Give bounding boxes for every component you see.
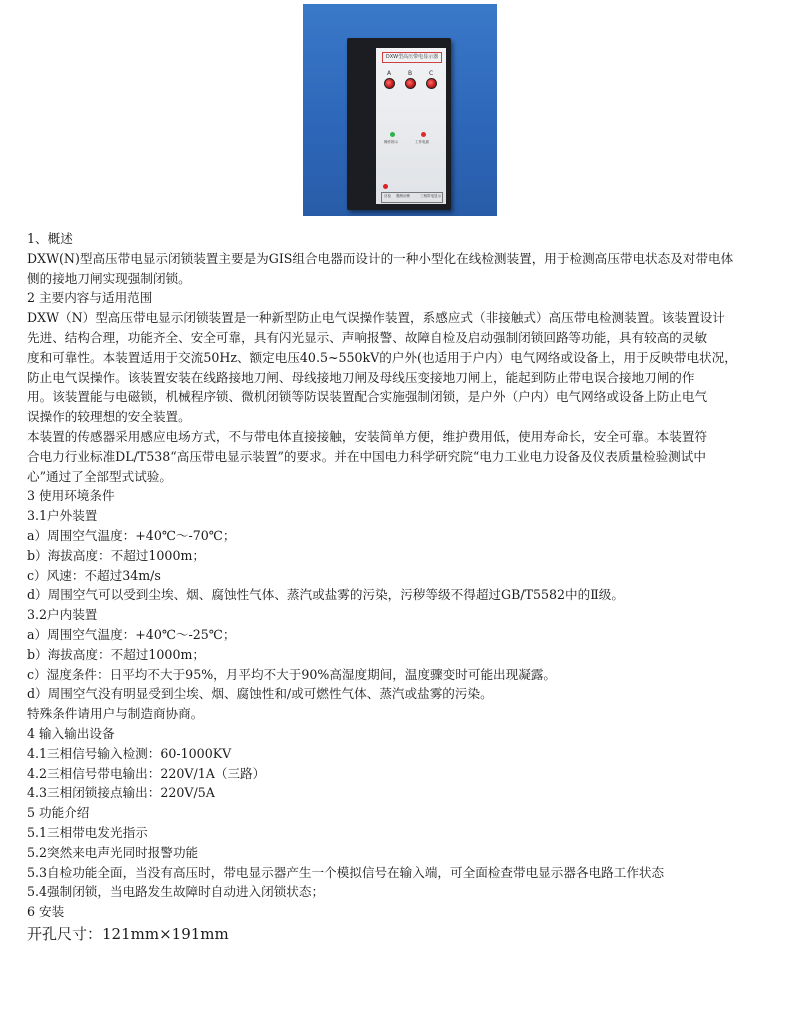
green-led-icon [390, 132, 395, 137]
list-item: 5.2突然来电声光同时报警功能 [27, 844, 199, 860]
paragraph-line: 特殊条件请用户与制造商协商。 [27, 706, 204, 722]
cutout-size: 开孔尺寸：121mm×191mm [27, 924, 229, 943]
list-item: a）周围空气温度：+40℃～-70℃； [27, 527, 236, 543]
heading-functions: 5 功能介绍 [27, 805, 90, 821]
indicator-label-power: 工作电源 [415, 140, 429, 144]
heading-install: 6 安装 [27, 904, 65, 920]
panel-title: DXW型高压带电显示器 [382, 52, 442, 63]
list-item: a）周围空气温度：+40℃～-25℃； [27, 626, 236, 642]
paragraph-line: 侧的接地刀闸实现强制闭锁。 [27, 270, 191, 286]
list-item: c）风速：不超过34m/s [27, 567, 161, 583]
red-led-icon [421, 132, 426, 137]
paragraph-line: 度和可靠性。本装置适用于交流50Hz、额定电压40.5~550kV的户外(也适用于户内）电气网络或设备上，用于反映带电状况， [27, 349, 737, 365]
paragraph-line: 合电力行业标准DL/T538“高压带电显示装置”的要求。并在中国电力科学研究院“电力工业电力设备及仪表质量检验测试中 [27, 448, 706, 464]
list-item: d）周围空气没有明显受到尘埃、烟、腐蚀性和/或可燃性气体、蒸汽或盐雾的污染。 [27, 686, 493, 702]
list-item: 5.3自检功能全面，当没有高压时，带电显示器产生一个模拟信号在输入端，可全面检查带电显示器各电路工作状态 [27, 864, 665, 880]
list-item: d）周围空气可以受到尘埃、烟、腐蚀性气体、蒸汽或盐雾的污染，污秽等级不得超过GB/T5582中的Ⅱ级。 [27, 587, 624, 603]
phase-label-a: A [387, 70, 392, 77]
list-item: b）海拔高度：不超过1000m； [27, 547, 205, 563]
device-faceplate [376, 48, 446, 204]
paragraph-line: 先进、结构合理，功能齐全、安全可靠，具有闪光显示、声响报警、故障自检及启动强制闭锁回路等功能，具有较高的灵敏 [27, 329, 708, 345]
phase-a-lamp-icon [384, 78, 395, 89]
display-device [347, 38, 451, 210]
phase-c-lamp-icon [426, 78, 437, 89]
list-item: 4.1三相信号输入检测：60-1000KV [27, 745, 232, 761]
bottom-label-box [381, 192, 443, 203]
paragraph-line: DXW(N)型高压带电显示闭锁装置主要是为GIS组合电器而设计的一种小型化在线检测装置，用于检测高压带电状态及对带电体 [27, 250, 734, 266]
document-body [27, 229, 787, 945]
list-item: 4.2三相信号带电输出：220V/1A（三路） [27, 765, 266, 781]
heading-environment: 3 使用环境条件 [27, 488, 115, 504]
paragraph-line: 心”通过了全部型式试验。 [27, 468, 172, 484]
list-item: 4.3三相闭锁接点输出：220V/5A [27, 785, 215, 801]
heading-scope: 2 主要内容与适用范围 [27, 290, 153, 306]
bottom-label-lock: 强制闭锁 [396, 194, 410, 198]
heading-overview: 1、概述 [27, 231, 73, 246]
list-item: 5.1三相带电发光指示 [27, 824, 148, 840]
list-item: b）海拔高度：不超过1000m； [27, 646, 205, 662]
bottom-label-display: 三相带电显示 [420, 194, 441, 198]
paragraph-line: 误操作的较理想的安全装置。 [27, 409, 191, 425]
phase-label-b: B [408, 70, 413, 77]
product-photo [303, 4, 497, 216]
heading-io: 4 输入输出设备 [27, 725, 115, 741]
paragraph-line: 防止电气误操作。该装置安装在线路接地刀闸、母线接地刀闸及母线压变接地刀闸上，能起到防止带电误合接地刀闸的作 [27, 369, 695, 385]
bottom-label-selftest: 自检 [384, 194, 391, 198]
self-test-button-icon [383, 184, 388, 189]
list-item: 5.4强制闭锁，当电路发生故障时自动进入闭锁状态； [27, 884, 325, 900]
phase-label-c: C [429, 70, 434, 77]
phase-b-lamp-icon [405, 78, 416, 89]
paragraph-line: DXW（N）型高压带电显示闭锁装置是一种新型防止电气误操作装置，系感应式（非接触式）高压带电检测装置。该装置设计 [27, 310, 725, 326]
indicator-label-operation: 操作指示 [384, 140, 398, 144]
paragraph-line: 用。该装置能与电磁锁，机械程序锁、微机闭锁等防误装置配合实施强制闭锁，是户外（户内）电气网络或设备上防止电气 [27, 389, 708, 405]
paragraph-line: 本装置的传感器采用感应电场方式，不与带电体直接接触，安装简单方便，维护费用低，使用寿命长，安全可靠。本装置符 [27, 428, 708, 444]
subheading-outdoor: 3.1户外装置 [27, 508, 98, 524]
subheading-indoor: 3.2户内装置 [27, 607, 98, 623]
list-item: c）湿度条件：日平均不大于95%，月平均不大于90%高湿度期间，温度骤变时可能出现凝露。 [27, 666, 557, 682]
